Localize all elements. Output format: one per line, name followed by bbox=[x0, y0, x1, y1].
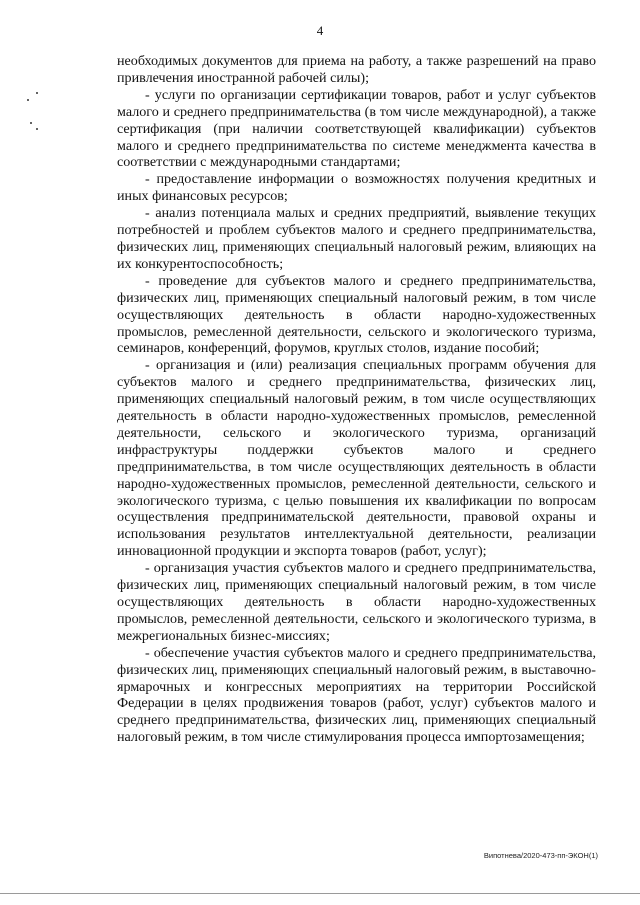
document-code: Випотнева/2020-473-пп-ЭКОН(1) bbox=[483, 851, 598, 860]
scan-speck bbox=[30, 122, 32, 124]
scan-speck bbox=[36, 92, 38, 94]
list-item-credit-info: - предоставление информации о возможностях получения кредитных и иных финансовых ресурсов; bbox=[117, 171, 596, 205]
list-item-seminars: - проведение для субъектов малого и среднего предпринимательства, физических лиц, применяющих специальный налоговый режим, в том числе осуществляющих деятельность в области народно-художественных промыслов, ремесленной деятельности, сельского и экологического туризма, семинаров, конференций, форумов, круглых столов, издание пособий; bbox=[117, 272, 596, 357]
body-text bbox=[117, 53, 596, 746]
scan-speck bbox=[27, 99, 29, 101]
scan-speck bbox=[36, 128, 38, 130]
list-item-business-missions: - организация участия субъектов малого и среднего предпринимательства, физических лиц, применяющих специальный налоговый режим, в том числе осуществляющих деятельность в области народно-художественных промыслов, ремесленной деятельности, сельского и экологического туризма, в межрегиональных бизнес-миссиях; bbox=[117, 560, 596, 644]
list-item-potential-analysis: - анализ потенциала малых и средних предприятий, выявление текущих потребностей и проблем субъектов малого и среднего предпринимательства, физических лиц, применяющих специальный налоговый режим, влияющих на их конкурентоспособность; bbox=[117, 205, 596, 272]
list-item-training-programs: - организация и (или) реализация специальных программ обучения для субъектов малого и среднего предпринимательства, физических лиц, применяющих специальный налоговый режим, в том числе осуществляющих деятельность в области народно-художественных промыслов, ремесленной деятельности, сельского и экологического туризма, организаций инфраструктуры поддержки субъектов малого и среднего предпринимательства, в том числе осуществляющих деятельность в области народно-художественных промыслов, ремесленной деятельности, сельского и экологического туризма, с целью повышения их квалификации по вопросам осуществления предпринимательской деятельности, правовой охраны и использования результатов интеллектуальной деятельности, реализации инновационной продукции и экспорта товаров (работ, услуг); bbox=[117, 357, 596, 560]
page-number: 4 bbox=[316, 23, 324, 38]
list-item-exhibitions: - обеспечение участия субъектов малого и среднего предпринимательства, физических лиц, применяющих специальный налоговый режим, в выставочно-ярмарочных и конгрессных мероприятиях на территории Российской Федерации в целях продвижения товаров (работ, услуг) субъектов малого и среднего предпринимательства, физических лиц, применяющих специальный налоговый режим, в том числе стимулирования процесса импортозамещения; bbox=[117, 644, 596, 746]
paragraph-continuation: необходимых документов для приема на работу, а также разрешений на право привлечения иностранной рабочей силы); bbox=[117, 53, 596, 86]
page-bottom-divider bbox=[0, 893, 640, 894]
list-item-certification: - услуги по организации сертификации товаров, работ и услуг субъектов малого и среднего предпринимательства (в том числе международной), а также сертификация (при наличии соответствующей квалификации) субъектов малого и среднего предпринимательства по системе менеджмента качества в соответствии с международными стандартами; bbox=[117, 86, 596, 171]
